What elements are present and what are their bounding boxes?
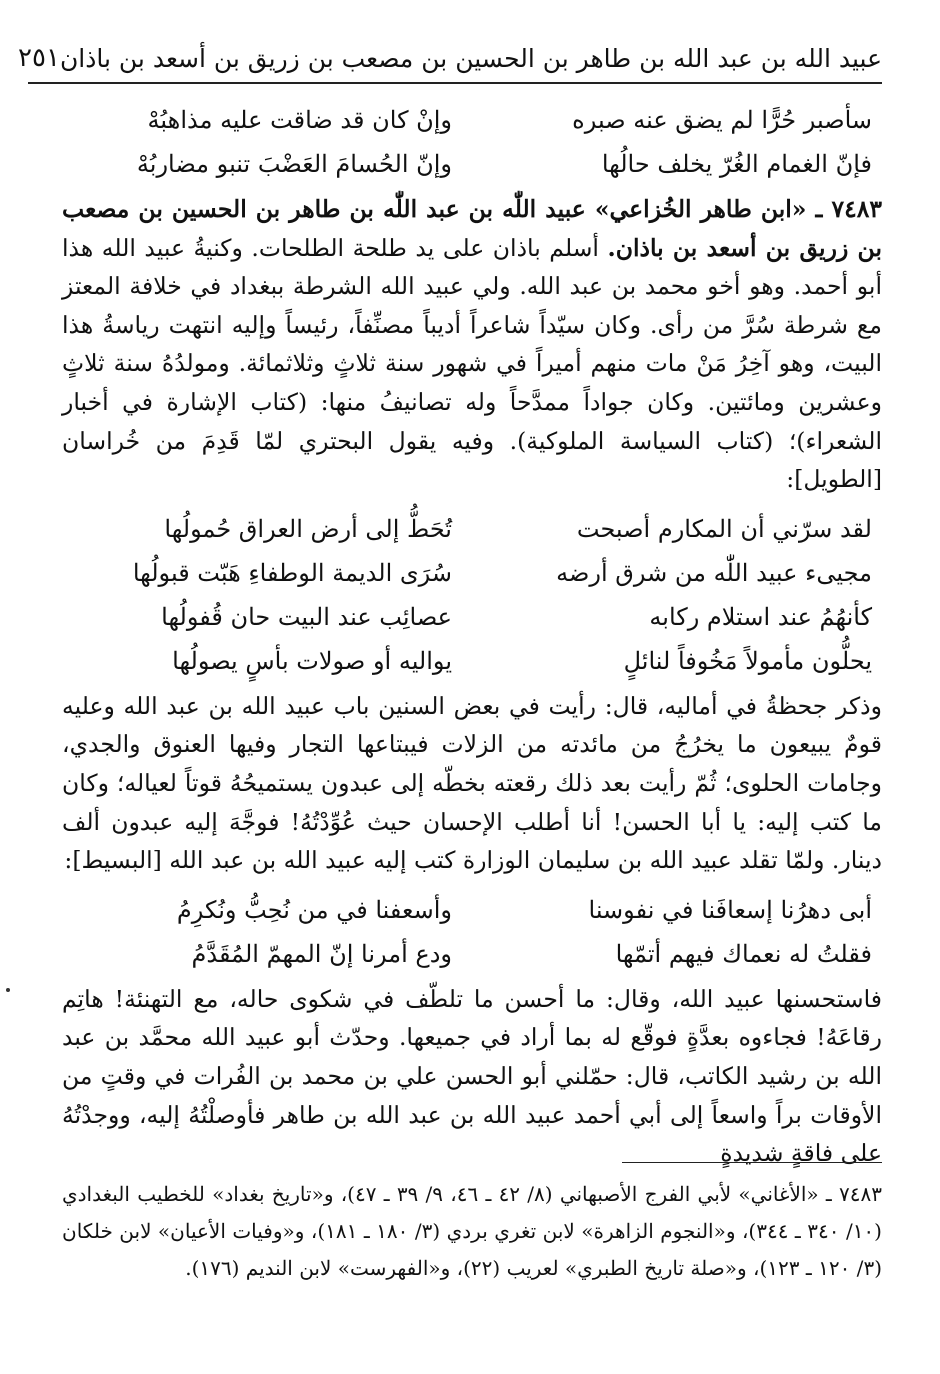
verse-first-hemistich: كأنهُمُ عند استلام ركابه	[649, 602, 872, 631]
verse-second-hemistich: عصائِب عند البيت حان قُفولُها	[161, 602, 452, 631]
verse-first-hemistich: فقلتُ له نعماك فيهم أتمّها	[615, 939, 872, 968]
entry-text: أسلم باذان على يد طلحة الطلحات. وكنيةُ عبيد الله هذا أبو أحمد. وهو أخو محمد بن عبد الله. ولي عبيد الله الشرطة ببغداد في خلافة المعتز مع شرطة سُرَّ من رأى. وكان سيّداً شاعراً أديباً مصنِّفاً، رئيساً وإليه انتهت رياسةُ هذا البيت، وهو آخِرُ مَنْ مات منهم أميراً في شهور سنة ثلاثٍ وثلاثمائة. ومولدُهُ سنة ثلاثٍ وعشرين ومائتين. وكان جواداً ممدَّحاً وله تصانيفُ منها: (كتاب الإشارة في أخبار الشعراء)؛ (كتاب السياسة الملوكية). وفيه يقول البحتري لمّا قَدِمَ من خُراسان [الطويل]:	[62, 233, 882, 494]
verse-second-hemistich: وإنْ كان قد ضاقت عليه مذاهبُهْ	[147, 106, 452, 134]
entry-paragraph	[62, 190, 882, 499]
paragraph-continuation: فاستحسنها عبيد الله، وقال: ما أحسن ما تلطّف في شكوى حاله، مع التهنئة! هاتِم رقاعَهُ! فجاءوه بعدَّةٍ فوقّع له بما أراد في جميعها. وحدّث أبو عبيد الله محمَّد بن عبد الله بن رشيد الكاتب، قال: حمّلني أبو الحسن علي بن محمد بن الفُرات في وقتٍ من الأوقات براً واسعاً إلى أبي أحمد عبيد الله بن عبد الله بن طاهر فأوصلْتُهُ إليه، ووجدْتُهُ على فاقةٍ شديدةٍ	[62, 984, 882, 1168]
verse-line	[62, 595, 882, 639]
verse-first-hemistich: أبى دهرُنا إسعافَنا في نفوسنا	[588, 895, 872, 924]
verse-second-hemistich: سُرَى الديمة الوطفاءِ هَبّت قبولُها	[132, 558, 452, 587]
verse-second-hemistich: ودع أمرنا إنّ المهمّ المُقَدَّمُ	[191, 939, 452, 968]
verse-first-hemistich: سأصبر حُرًّا لم يضق عنه صبره	[572, 106, 872, 134]
verse-line	[62, 98, 882, 142]
verse-first-hemistich: يحلُّون مأمولاً مَخُوفاً لنائلٍ	[623, 646, 872, 675]
verse-line	[62, 888, 882, 932]
entry-heading: ٧٤٨٣ ـ «ابن طاهر الخُزاعي» عبيد اللّٰه بن عبد اللّٰه بن طاهر بن الحسين بن مصعب بن زريق بن أسعد بن باذان.	[62, 195, 882, 262]
verse-line	[62, 932, 882, 976]
margin-speck	[6, 988, 10, 992]
page-header	[18, 34, 882, 84]
verse-second-hemistich: يواليه أو صولات بأسٍ يصولُها	[172, 646, 452, 675]
verse-line	[62, 639, 882, 683]
verse-second-hemistich: وإنّ الحُسامَ العَضْبَ تنبو مضاربُهْ	[136, 150, 452, 178]
verse-line	[62, 142, 882, 186]
verse-second-hemistich: تُحَطُّ إلى أرض العراق حُمولُها	[164, 514, 452, 543]
footnote-divider	[622, 1162, 882, 1163]
main-text	[62, 98, 882, 1173]
page-number: ٢٥١	[18, 43, 60, 73]
verse-first-hemistich: فإنّ الغمام الغُرّ يخلف حالُها	[601, 150, 872, 178]
paragraph-jahza: وذكر جحظةُ في أماليه، قال: رأيت في بعض السنين باب عبيد الله بن عبد الله وعليه قومٌ يبيعون ما يخرُجُ من مائدته من الزلات فيبتاعها التجار وفيها العنوق والجدي، وجامات الحلوى؛ ثُمّ رأيت بعد ذلك رقعته بخطّه إلى عبدون يستميحُهُ قوتاً لعياله؛ وكان ما كتب إليه: يا أبا الحسن! أنا أطلب الإحسان حيث عُوِّدْتُهُ! فوجَّهَ إليه عبدون ألف دينار. ولمّا تقلد عبيد الله بن سليمان الوزارة كتب إليه عبيد الله بن عبد الله [البسيط]:	[62, 691, 882, 875]
running-title: عبيد الله بن عبد الله بن طاهر بن الحسين بن مصعب بن زريق بن أسعد بن باذان	[59, 43, 882, 73]
verse-line	[62, 551, 882, 595]
verse-line	[62, 507, 882, 551]
verse-first-hemistich: مجيىء عبيد اللّٰه من شرق أرضه	[556, 558, 872, 587]
verse-first-hemistich: لقد سرّني أن المكارم أصبحت	[576, 514, 872, 543]
verse-second-hemistich: وأسعفنا في من نُحِبُّ ونُكرِمُ	[176, 895, 452, 924]
footnote: ٧٤٨٣ ـ «الأغاني» لأبي الفرج الأصبهاني (٨/ ٤٢ ـ ٤٦، ٩/ ٣٩ ـ ٤٧)، و«تاريخ بغداد» للخطيب البغدادي (١٠/ ٣٤٠ ـ ٣٤٤)، و«النجوم الزاهرة» لابن تغري بردي (٣/ ١٨٠ ـ ١٨١)، و«وفيات الأعيان» لابن خلكان (٣/ ١٢٠ ـ ١٢٣)، و«صلة تاريخ الطبري» لعريب (٢٢)، و«الفهرست» لابن النديم (١٧٦).	[62, 1182, 882, 1280]
